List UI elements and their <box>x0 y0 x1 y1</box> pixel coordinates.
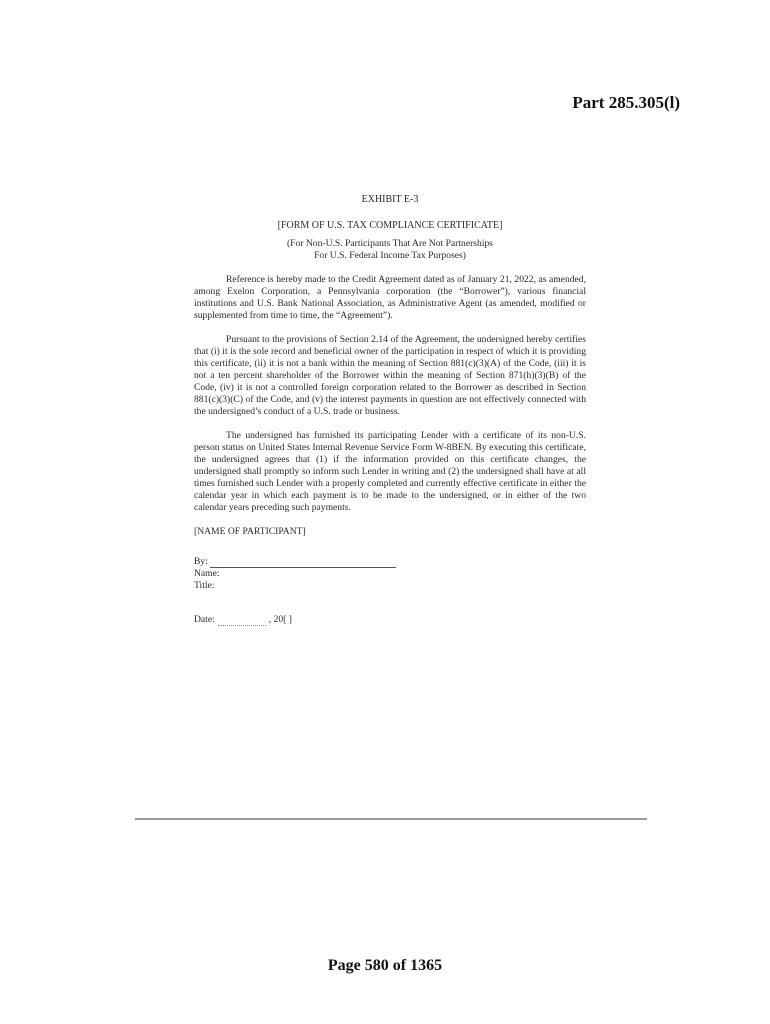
form-subtitle <box>194 238 586 262</box>
date-label: Date: <box>194 614 215 625</box>
signature-line <box>210 558 396 568</box>
subtitle-line-1: (For Non-U.S. Participants That Are Not Partnerships <box>286 238 494 249</box>
certificate-document <box>194 190 586 626</box>
date-blank-line <box>218 616 266 626</box>
by-label: By: <box>194 556 208 567</box>
name-label: Name: <box>194 568 220 579</box>
title-label: Title: <box>194 580 215 591</box>
page-divider <box>135 818 647 820</box>
form-title: [FORM OF U.S. TAX COMPLIANCE CERTIFICATE] <box>277 220 503 231</box>
date-row <box>194 614 586 626</box>
part-label: Part 285.305(l) <box>572 93 680 112</box>
exhibit-heading: EXHIBIT E-3 <box>361 194 419 205</box>
paragraph-undertaking: The undersigned has furnished its participating Lender with a certificate of its non-U.S. person status on United States Internal Revenue Service Form W-8BEN. By executing this certificate, the undersigned agrees that (1) if the information provided on this certificate changes, the undersigned shall promptly so inform such Lender in writing and (2) the undersigned shall have at all times furnished such Lender with a properly completed and currently effective certificate in either the calendar year in which each payment is to be made to the undersigned, or in either of the two calendar years preceding such payments. <box>194 430 586 513</box>
participant-name-placeholder: [NAME OF PARTICIPANT] <box>194 526 306 537</box>
date-year: , 20[ ] <box>268 614 292 625</box>
signature-by-row <box>194 556 586 568</box>
page-number: Page 580 of 1365 <box>327 957 443 974</box>
paragraph-certification: Pursuant to the provisions of Section 2.14 of the Agreement, the undersigned hereby certifies that (i) it is the sole record and beneficial owner of the participation in respect of which it is providing this certificate, (ii) it is not a bank within the meaning of Section 881(c)(3)(A) of the Code, (iii) it is not a ten percent shareholder of the Borrower within the meaning of Section 871(h)(3)(B) of the Code, (iv) it is not a controlled foreign corporation related to the Borrower as described in Section 881(c)(3)(C) of the Code, and (v) the interest payments in question are not effectively connected with the undersigned’s conduct of a U.S. trade or business. <box>194 334 586 417</box>
paragraph-reference: Reference is hereby made to the Credit Agreement dated as of January 21, 2022, as amended, among Exelon Corporation, a Pennsylvania corporation (the “Borrower”), various financial institutions and U.S. Bank National Association, as Administrative Agent (as amended, modified or supplemented from time to time, the “Agreement”). <box>194 274 586 321</box>
subtitle-line-2: For U.S. Federal Income Tax Purposes) <box>314 250 466 261</box>
